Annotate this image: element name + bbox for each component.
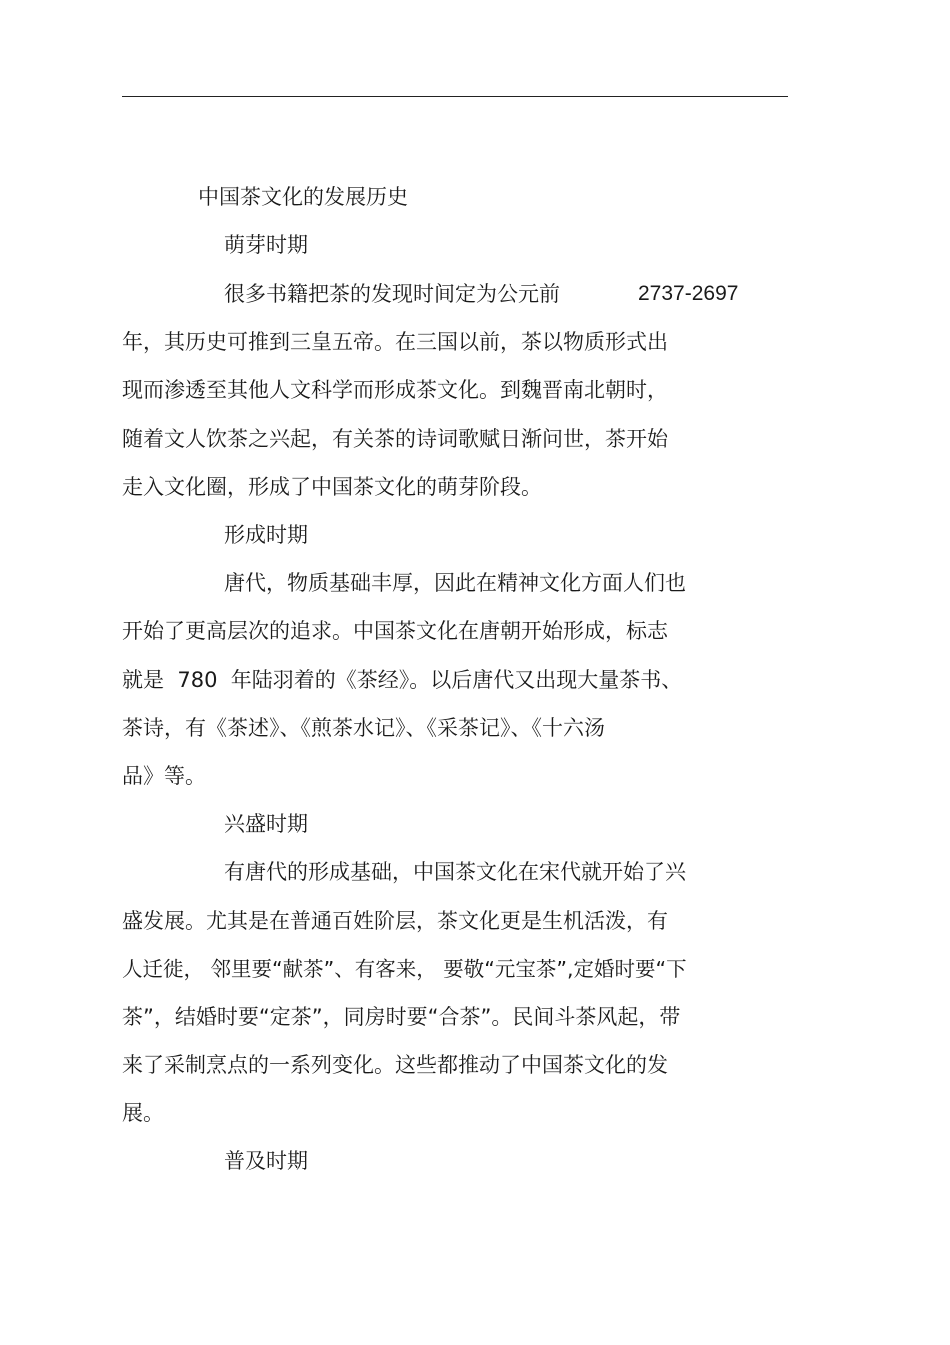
paragraph-line: 展。 <box>122 1101 164 1125</box>
paragraph-line: 盛发展。尤其是在普通百姓阶层，茶文化更是生机活泼，有 <box>122 909 668 933</box>
section-heading-3: 兴盛时期 <box>224 812 308 836</box>
paragraph-line: 茶”，结婚时要“定茶”，同房时要“合茶”。民间斗茶风起，带 <box>122 1005 681 1029</box>
paragraph-line: 人迁徙， 邻里要“献茶”、有客来， 要敬“元宝茶”,定婚时要“下 <box>122 957 687 981</box>
paragraph-line: 随着文人饮茶之兴起，有关茶的诗词歌赋日渐问世，茶开始 <box>122 427 668 451</box>
section-heading-2: 形成时期 <box>224 523 308 547</box>
paragraph-line: 现而渗透至其他人文科学而形成茶文化。到魏晋南北朝时， <box>122 378 668 402</box>
paragraph-line: 茶诗，有《茶述》、《煎茶水记》、《采茶记》、《十六汤 <box>122 716 605 740</box>
section-heading-4: 普及时期 <box>224 1149 308 1173</box>
paragraph-line: 开始了更高层次的追求。中国茶文化在唐朝开始形成，标志 <box>122 619 668 643</box>
paragraph-line: 有唐代的形成基础，中国茶文化在宋代就开始了兴 <box>224 860 686 884</box>
paragraph-line: 来了采制烹点的一系列变化。这些都推动了中国茶文化的发 <box>122 1053 668 1077</box>
paragraph-line: 唐代，物质基础丰厚，因此在精神文化方面人们也 <box>224 571 686 595</box>
paragraph-year-range: 2737-2697 <box>638 282 739 305</box>
paragraph-line: 走入文化圈，形成了中国茶文化的萌芽阶段。 <box>122 475 542 499</box>
document-title: 中国茶文化的发展历史 <box>198 185 408 209</box>
paragraph-line: 就是 780 年陆羽着的《茶经》。以后唐代又出现大量茶书、 <box>122 668 683 692</box>
section-heading-1: 萌芽时期 <box>224 233 308 257</box>
paragraph-line: 很多书籍把茶的发现时间定为公元前 <box>224 282 560 306</box>
header-rule <box>122 96 788 97</box>
paragraph-line: 年，其历史可推到三皇五帝。在三国以前，茶以物质形式出 <box>122 330 668 354</box>
paragraph-line: 品》等。 <box>122 764 206 788</box>
